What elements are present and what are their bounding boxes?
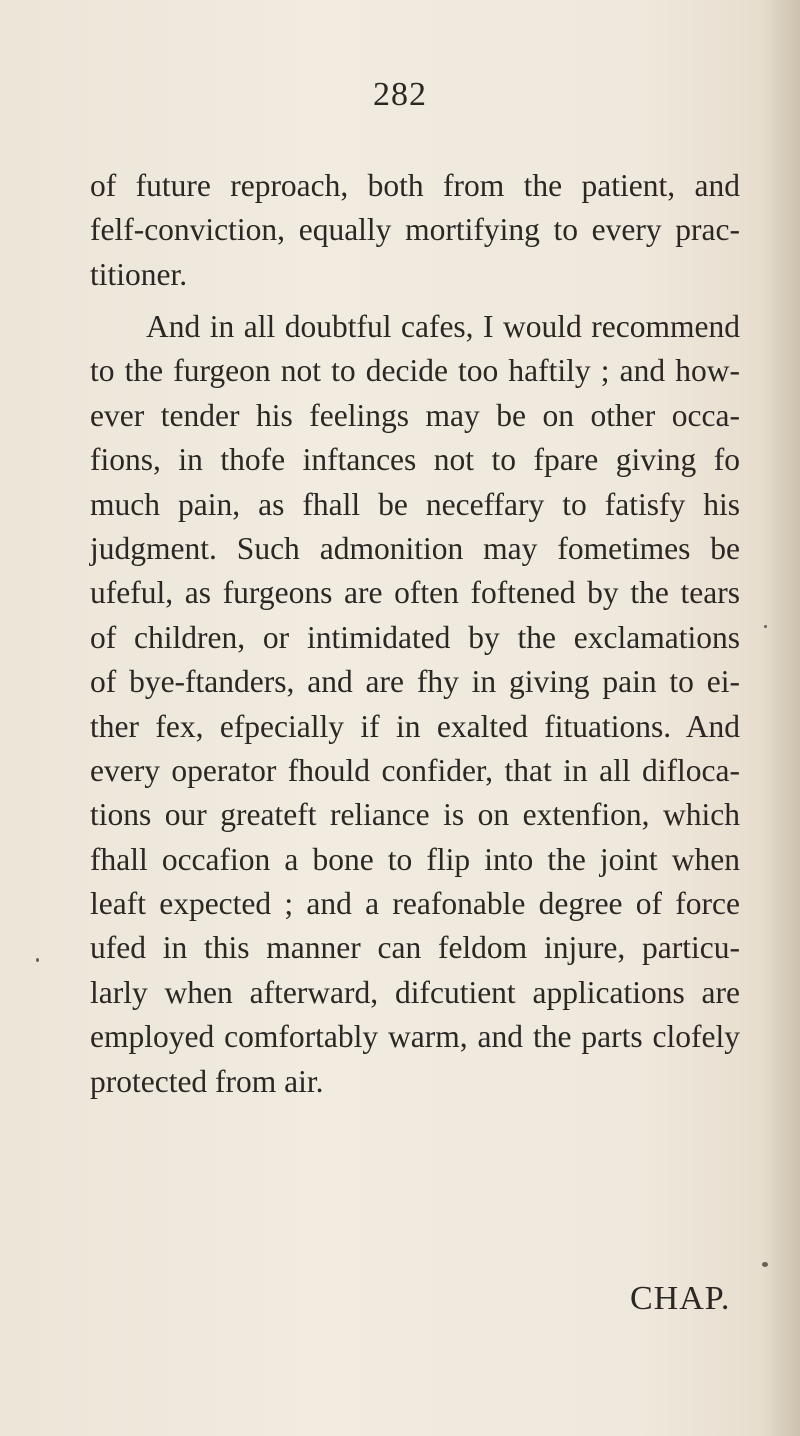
text-line: tions our greateft reliance is on extenfion, which <box>90 797 740 833</box>
text-line: of children, or intimidated by the exclamations <box>90 619 740 655</box>
text-line: every operator fhould confider, that in all difloca- <box>90 752 740 788</box>
page-number: 282 <box>373 76 427 113</box>
text-line: ufeful, as furgeons are often foftened by the tears <box>90 575 740 611</box>
text-line: fions, in thofe inftances not to fpare giving fo <box>90 442 740 478</box>
text-line: titioner. <box>90 256 188 292</box>
page-edge-shadow <box>760 0 800 1436</box>
text-line: ther fex, efpecially if in exalted fituations. And <box>90 708 740 744</box>
text-line: of bye-ftanders, and are fhy in giving pain to ei- <box>90 664 740 700</box>
ink-speck <box>762 1262 768 1267</box>
text-line: leaft expected ; and a reafonable degree of force <box>90 886 740 922</box>
text-line: employed comfortably warm, and the parts clofely <box>90 1019 740 1055</box>
text-line: of future reproach, both from the patient, and <box>90 168 740 203</box>
text-line: fhall occafion a bone to flip into the joint when <box>90 841 740 877</box>
text-line: larly when afterward, difcutient applications are <box>90 974 740 1010</box>
ink-speck <box>764 625 767 628</box>
ink-speck <box>36 958 39 962</box>
text-line: And in all doubtful cafes, I would recommend <box>146 309 740 344</box>
paragraph-2 <box>90 305 740 1104</box>
text-line: felf-conviction, equally mortifying to every prac- <box>90 212 740 248</box>
catchword: CHAP. <box>630 1280 731 1317</box>
text-line: ufed in this manner can feldom injure, particu- <box>90 930 740 966</box>
text-line: to the furgeon not to decide too haftily ; and how- <box>90 353 740 389</box>
text-line: ever tender his feelings may be on other occa- <box>90 397 740 433</box>
paragraph-1 <box>90 164 740 297</box>
text-line: protected from air. <box>90 1063 324 1099</box>
text-line: judgment. Such admonition may fometimes be <box>90 530 740 566</box>
text-line: much pain, as fhall be neceffary to fatisfy his <box>90 486 740 522</box>
